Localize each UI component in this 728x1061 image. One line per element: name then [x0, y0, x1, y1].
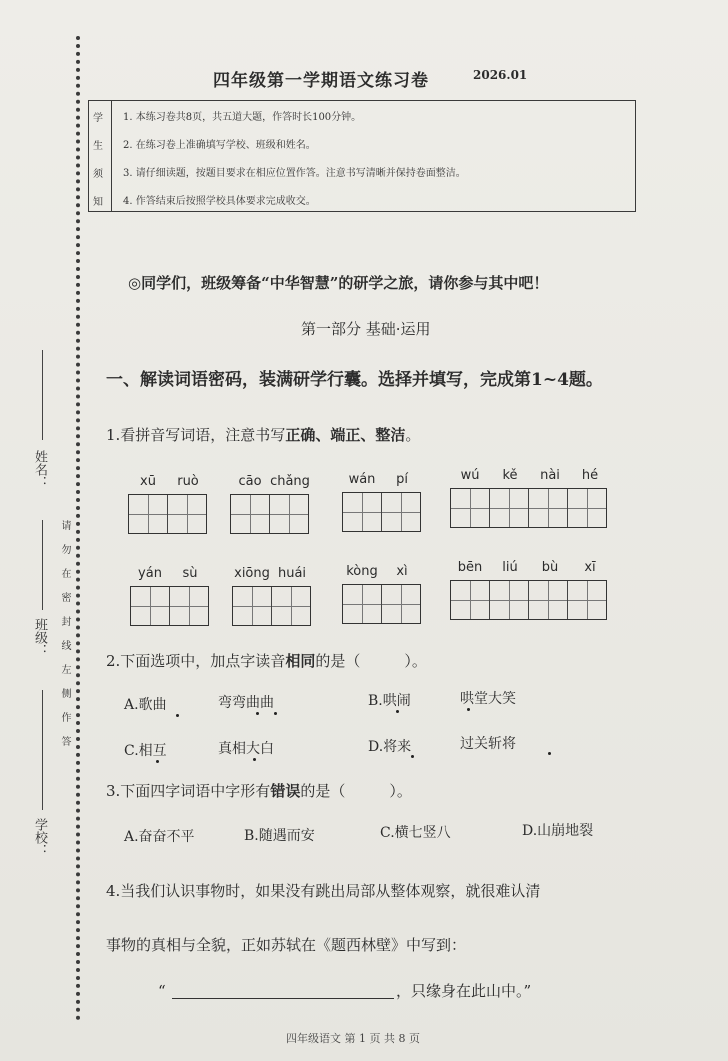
q2-option-a-word: 弯弯曲曲: [218, 695, 274, 711]
writing-box[interactable]: [129, 495, 168, 533]
writing-box[interactable]: [382, 585, 420, 623]
writing-boxes: [450, 488, 607, 528]
writing-box[interactable]: [343, 493, 382, 531]
notice-head-char: 生: [93, 141, 103, 152]
pinyin-syllable: xī: [584, 560, 596, 575]
notice-item: 1. 本练习卷共8页，共五道大题，作答时长100分钟。: [123, 112, 362, 123]
section-heading: 一、解读词语密码，装满研学行囊。选择并填写，完成第1~4题。: [106, 370, 603, 390]
q2-prompt-emphasis: 相同: [285, 652, 316, 670]
writing-box[interactable]: [568, 489, 606, 527]
binding-dotted-line: [76, 36, 80, 1021]
school-label: 学校：: [32, 818, 47, 857]
notice-head-char: 知: [93, 197, 103, 208]
q4-answer-line[interactable]: [172, 998, 394, 999]
q2-prompt-text: 2.下面选项中，加点字读音: [106, 652, 286, 670]
writing-box[interactable]: [529, 581, 568, 619]
emphasis-dot: [274, 712, 277, 715]
writing-box[interactable]: [231, 495, 270, 533]
question-4-line-2: 事物的真相与全貌，正如苏轼在《题西林壁》中写到：: [106, 936, 467, 954]
name-label: 姓名：: [32, 450, 47, 489]
emphasis-dot: [156, 760, 159, 763]
writing-boxes: [230, 494, 309, 534]
q3-option-c[interactable]: C.横七竖八: [380, 825, 451, 841]
writing-box[interactable]: [568, 581, 606, 619]
notice-head-char: 学: [93, 113, 103, 124]
writing-boxes: [232, 586, 311, 626]
q3-prompt-text: 3.下面四字词语中字形有: [106, 782, 271, 800]
writing-box[interactable]: [451, 581, 490, 619]
notice-item: 4. 作答结束后按照学校具体要求完成收交。: [123, 196, 316, 207]
notice-head-char: 须: [93, 169, 103, 180]
seal-warning: 请勿在密封线左侧作答: [59, 520, 70, 760]
q1-prompt-end: 。: [405, 426, 421, 444]
q3-prompt-emphasis: 错误: [270, 782, 301, 800]
q1-prompt-emphasis: 正确、端正、整洁: [285, 426, 406, 444]
q3-prompt-open: 的是（: [300, 782, 346, 800]
emphasis-dot: [256, 712, 259, 715]
quote-open: “: [158, 982, 166, 1000]
emphasis-dot: [396, 710, 399, 713]
writing-box[interactable]: [233, 587, 272, 625]
writing-box[interactable]: [168, 495, 206, 533]
class-line: [42, 520, 43, 610]
q2-option-d-word: 过关斩将: [460, 736, 516, 752]
emphasis-dot: [253, 758, 256, 761]
writing-boxes: [130, 586, 209, 626]
pinyin-syllable: liú: [502, 560, 518, 575]
pinyin-syllable: xū: [140, 474, 156, 489]
writing-boxes: [128, 494, 207, 534]
emphasis-dot: [411, 755, 414, 758]
q2-option-d-label[interactable]: D.将来: [368, 739, 412, 755]
pinyin-syllable: xì: [396, 564, 408, 579]
question-2-prompt: [106, 650, 427, 671]
notice-heading: [89, 101, 112, 211]
question-1-prompt: [106, 424, 420, 445]
writing-boxes: [342, 584, 421, 624]
writing-box[interactable]: [170, 587, 208, 625]
name-line: [42, 350, 43, 440]
pinyin-syllable: bù: [541, 560, 559, 575]
writing-box[interactable]: [343, 585, 382, 623]
writing-box[interactable]: [490, 581, 529, 619]
pinyin-syllable: kòng: [346, 564, 378, 579]
writing-box[interactable]: [270, 495, 308, 533]
pinyin-syllable: ruò: [177, 474, 199, 489]
pinyin-syllable: chǎng: [270, 474, 310, 489]
writing-box[interactable]: [529, 489, 568, 527]
question-3-prompt: [106, 780, 412, 801]
pinyin-syllable: bēn: [457, 560, 483, 575]
q3-option-b[interactable]: B.随遇而安: [244, 828, 315, 844]
writing-boxes: [342, 492, 421, 532]
notice-item: 3. 请仔细读题，按题目要求在相应位置作答。注意书写清晰并保持卷面整洁。: [123, 168, 466, 179]
q2-option-b-word: 哄堂大笑: [460, 691, 516, 707]
q2-option-b-label[interactable]: B.哄闹: [368, 693, 411, 709]
quote-tail: ，只缘身在此山中。”: [396, 982, 532, 1000]
emphasis-dot: [548, 752, 551, 755]
exam-date: 2026.01: [473, 68, 528, 82]
student-notice-box: [88, 100, 636, 212]
q3-option-a[interactable]: A.奋奋不平: [124, 829, 195, 845]
writing-box[interactable]: [272, 587, 310, 625]
q2-option-c-word: 真相大白: [218, 741, 274, 757]
q1-prompt-text: 1.看拼音写词语，注意书写: [106, 426, 286, 444]
pinyin-syllable: sù: [182, 566, 198, 581]
pinyin-syllable: hé: [581, 468, 599, 483]
emphasis-dot: [176, 714, 179, 717]
writing-box[interactable]: [131, 587, 170, 625]
writing-boxes: [450, 580, 607, 620]
part-heading: 第一部分 基础·运用: [301, 320, 431, 338]
q2-option-a-label[interactable]: A.歌曲: [124, 697, 167, 713]
writing-box[interactable]: [490, 489, 529, 527]
pinyin-syllable: kě: [502, 468, 518, 483]
pinyin-syllable: pí: [396, 472, 408, 487]
writing-box[interactable]: [382, 493, 420, 531]
page-title: 四年级第一学期语文练习卷: [213, 71, 429, 91]
emphasis-dot: [467, 708, 470, 711]
pinyin-syllable: wán: [348, 472, 376, 487]
class-label: 班级：: [32, 618, 47, 657]
q3-prompt-close: ）。: [389, 782, 412, 800]
pinyin-syllable: nài: [540, 468, 560, 483]
pinyin-syllable: huái: [277, 566, 307, 581]
pinyin-syllable: xiōng: [234, 566, 270, 581]
question-4-line-1: 4.当我们认识事物时，如果没有跳出局部从整体观察，就很难认清: [106, 882, 541, 900]
q2-prompt-close: ）。: [404, 652, 427, 670]
notice-item: 2. 在练习卷上准确填写学校、班级和姓名。: [123, 140, 316, 151]
intro-banner: ◎同学们，班级筹备“中华智慧”的研学之旅，请你参与其中吧！: [128, 274, 549, 292]
q2-prompt-open: 的是（: [315, 652, 361, 670]
q2-option-c-label[interactable]: C.相互: [124, 743, 167, 759]
pinyin-syllable: cāo: [238, 474, 262, 489]
q3-option-d[interactable]: D.山崩地裂: [522, 823, 594, 839]
page-footer: 四年级语文 第 1 页 共 8 页: [286, 1032, 420, 1045]
pinyin-syllable: wú: [460, 468, 480, 483]
writing-box[interactable]: [451, 489, 490, 527]
pinyin-syllable: yán: [138, 566, 162, 581]
school-line: [42, 690, 43, 810]
